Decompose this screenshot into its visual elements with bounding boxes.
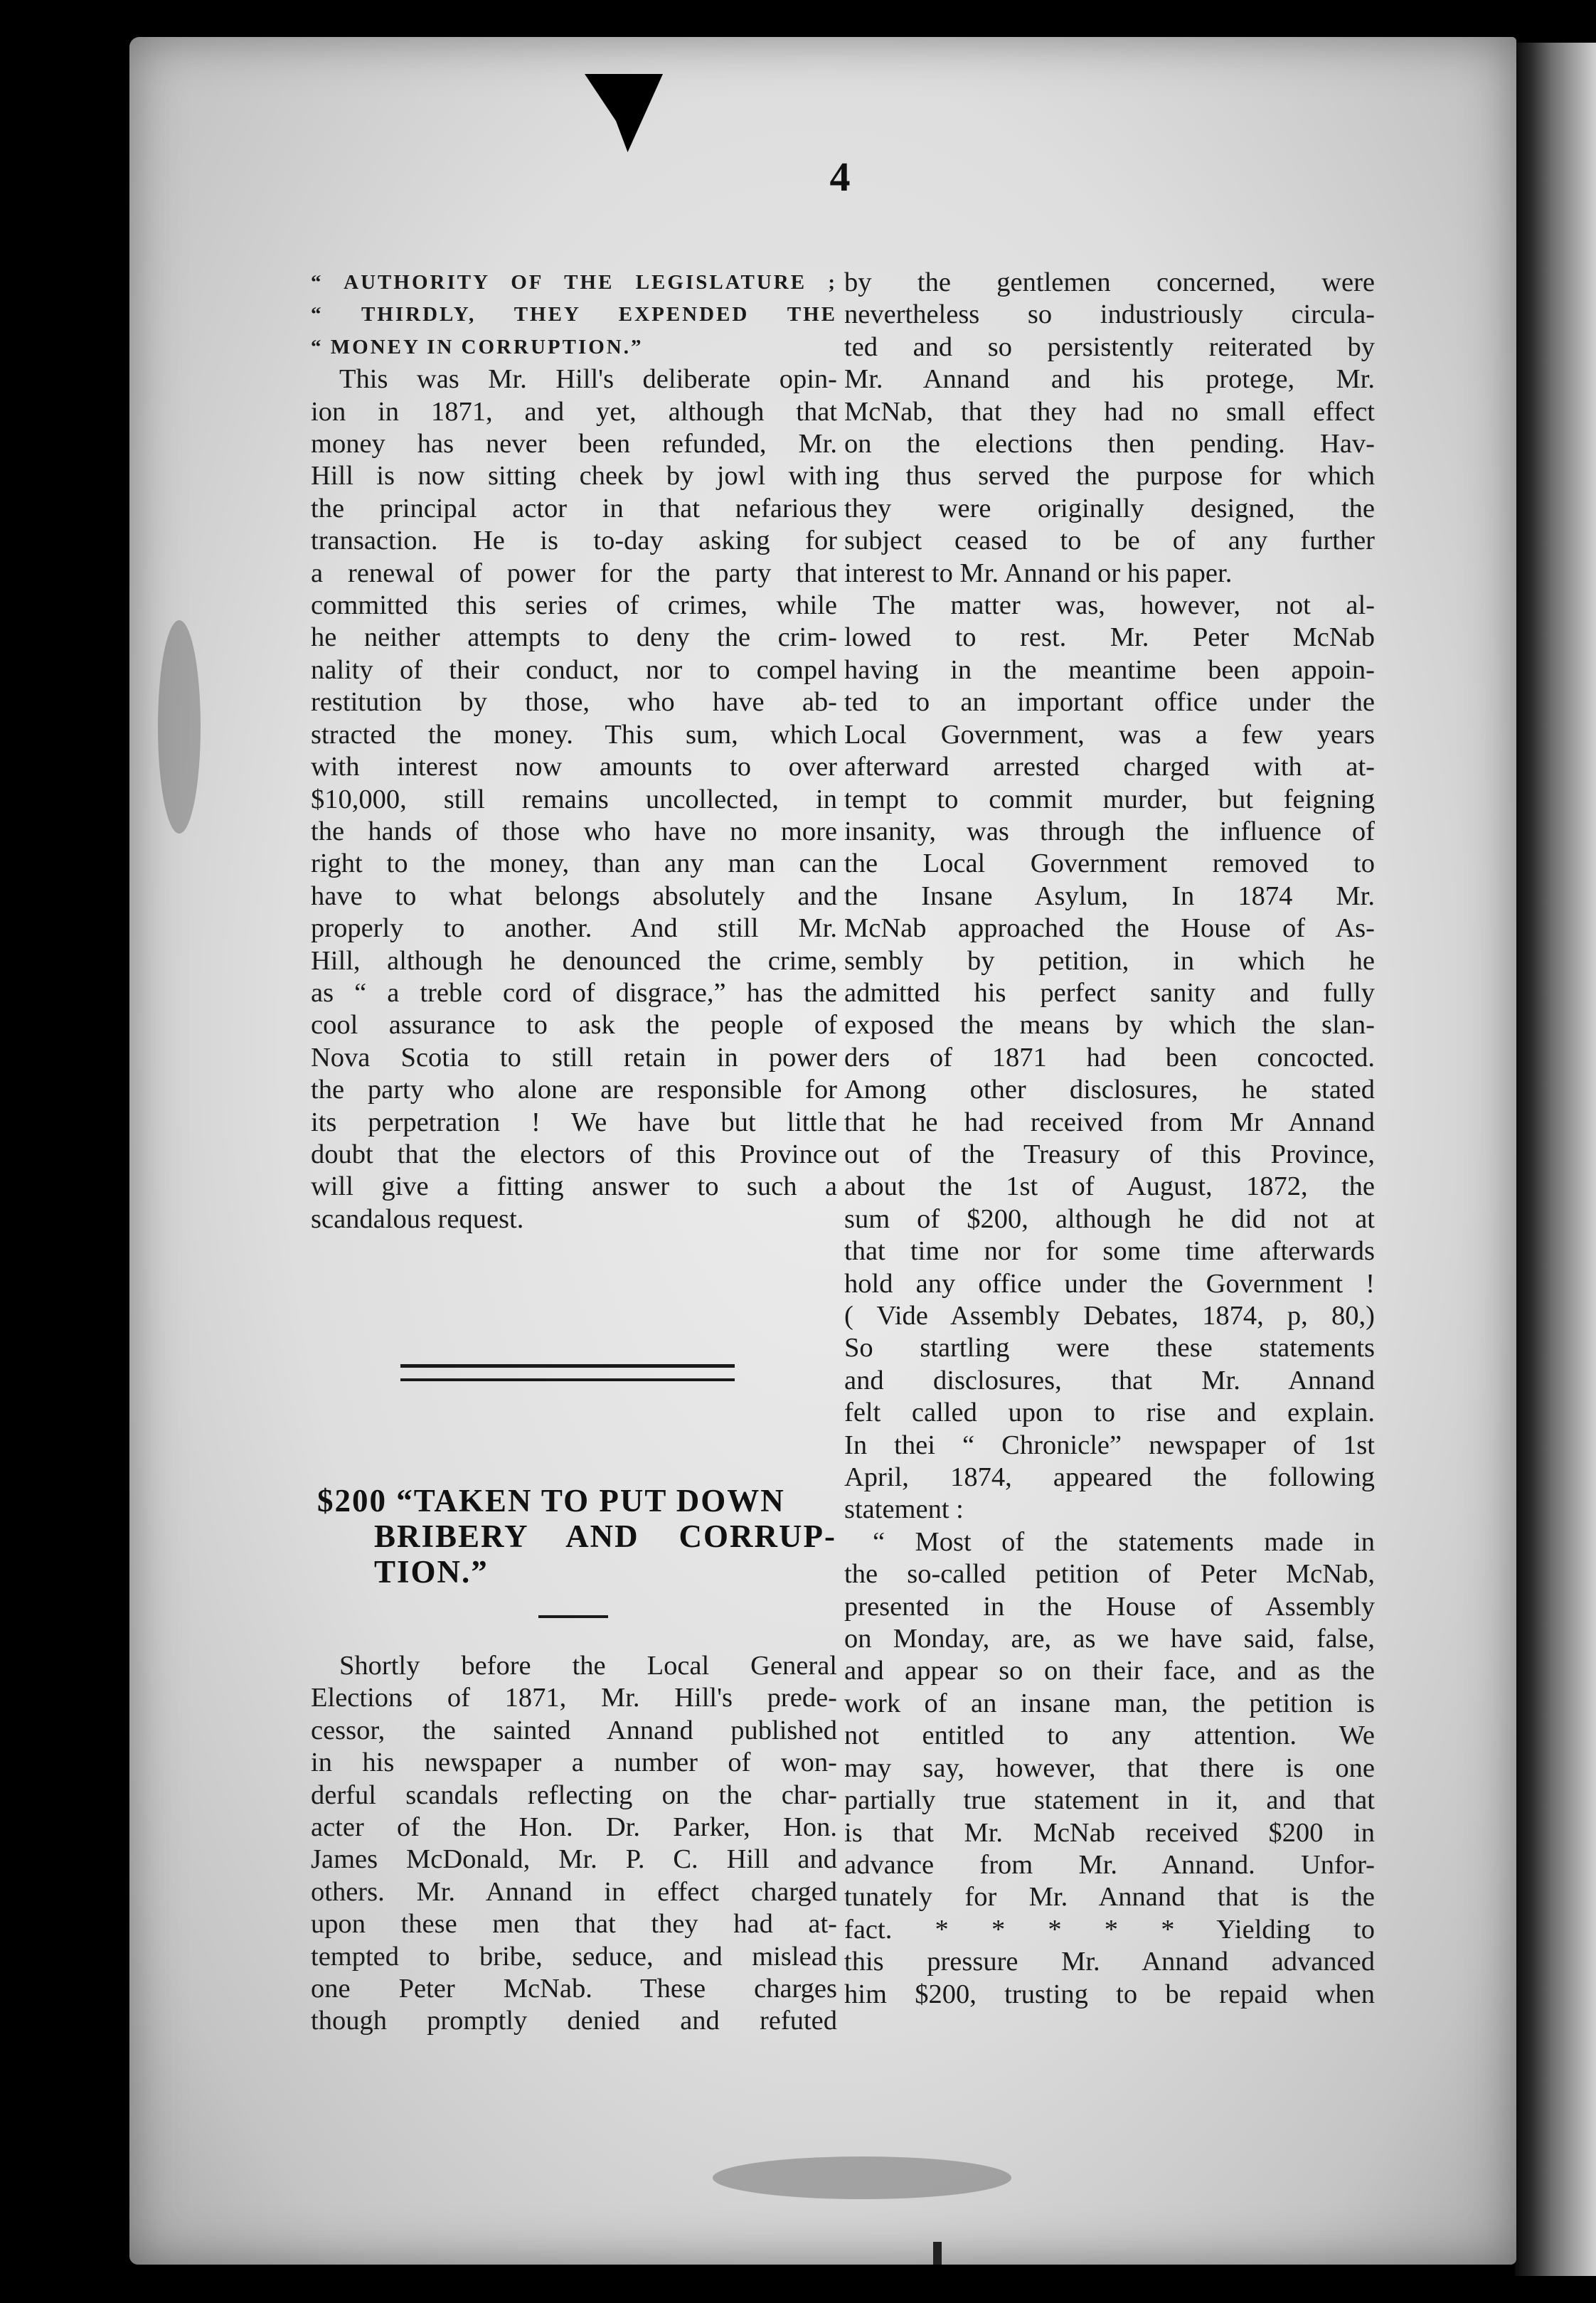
text-line: Nova Scotia to still retain in power [311, 1042, 837, 1073]
text-line: James McDonald, Mr. P. C. Hill and [311, 1844, 837, 1875]
text-line: nality of their conduct, nor to compel [311, 654, 837, 685]
text-line: cool assurance to ask the people of [311, 1010, 837, 1041]
text-line: a renewal of power for the party that [311, 558, 837, 588]
text-line: and disclosures, that Mr. Annand [844, 1365, 1375, 1395]
text-line: Elections of 1871, Mr. Hill's prede- [311, 1683, 837, 1713]
text-line: sum of $200, although he did not at [844, 1203, 1375, 1234]
text-line: stracted the money. This sum, which [311, 719, 837, 750]
text-line: the hands of those who have no more [311, 816, 837, 846]
text-line: This was Mr. Hill's deliberate opin- [339, 364, 837, 395]
text-line: fact. * * * * * Yielding to [844, 1914, 1375, 1945]
page-number: 4 [829, 154, 851, 200]
text-line: afterward arrested charged with at- [844, 752, 1375, 782]
text-line: exposed the means by which the slan- [844, 1010, 1375, 1041]
left-column-top [311, 267, 837, 1235]
text-line: not entitled to any attention. We [844, 1720, 1375, 1751]
text-line: hold any office under the Government ! [844, 1268, 1375, 1299]
page-crease [933, 2242, 942, 2265]
text-line: April, 1874, appeared the following [844, 1462, 1375, 1493]
text-line: Among other disclosures, he stated [844, 1075, 1375, 1105]
right-column [844, 267, 1375, 2011]
text-line: committed this series of crimes, while [311, 590, 837, 621]
text-line: properly to another. And still Mr. [311, 913, 837, 944]
text-line: though promptly denied and refuted [311, 2006, 837, 2036]
text-line: the principal actor in that nefarious [311, 493, 837, 523]
text-line: felt called upon to rise and explain. [844, 1398, 1375, 1428]
text-line: this pressure Mr. Annand advanced [844, 1947, 1375, 1977]
text-line: is that Mr. McNab received $200 in [844, 1817, 1375, 1848]
text-line: “ AUTHORITY OF THE LEGISLATURE ; [311, 271, 837, 294]
text-line: presented in the House of Assembly [844, 1591, 1375, 1622]
text-line: insanity, was through the influence of [844, 816, 1375, 846]
text-line: may say, however, that there is one [844, 1752, 1375, 1783]
heading-line: TION.” [374, 1554, 489, 1590]
text-line: statement : [844, 1494, 964, 1525]
text-line: interest to Mr. Annand or his paper. [844, 558, 1233, 588]
text-line: tempted to bribe, seduce, and mislead [311, 1941, 837, 1972]
heading-line: BRIBERY AND CORRUP- [374, 1519, 836, 1554]
text-line: The matter was, however, not al- [873, 590, 1375, 621]
text-line: ion in 1871, and yet, although that [311, 396, 837, 427]
text-line: tempt to commit murder, but feigning [844, 784, 1375, 814]
text-line: by the gentlemen concerned, were [844, 267, 1375, 297]
text-line: about the 1st of August, 1872, the [844, 1171, 1375, 1202]
text-line: him $200, trusting to be repaid when [844, 1979, 1375, 2009]
page-tear [585, 74, 663, 152]
text-line: Mr. Annand and his protege, Mr. [844, 364, 1375, 395]
text-line: money has never been refunded, Mr. [311, 429, 837, 459]
text-line: ( Vide Assembly Debates, 1874, p, 80,) [844, 1301, 1375, 1331]
adjacent-page-edge [1515, 43, 1596, 2276]
text-line: others. Mr. Annand in effect charged [311, 1876, 837, 1907]
text-line: the Insane Asylum, In 1874 Mr. [844, 881, 1375, 911]
text-line: its perpetration ! We have but little [311, 1107, 837, 1137]
text-line: tunately for Mr. Annand that is the [844, 1882, 1375, 1913]
text-line: out of the Treasury of this Province, [844, 1139, 1375, 1169]
text-line: that he had received from Mr Annand [844, 1107, 1375, 1137]
text-line: ted to an important office under the [844, 687, 1375, 718]
text-line: restitution by those, who have ab- [311, 687, 837, 718]
text-line: right to the money, than any man can [311, 849, 837, 879]
text-line: admitted his perfect sanity and fully [844, 977, 1375, 1008]
short-rule-divider [538, 1615, 608, 1618]
text-line: “ THIRDLY, THEY EXPENDED THE [311, 303, 837, 326]
text-line: So startling were these statements [844, 1333, 1375, 1363]
text-line: that time nor for some time afterwards [844, 1236, 1375, 1267]
text-line: in his newspaper a number of won- [311, 1748, 837, 1778]
text-line: Local Government, was a few years [844, 719, 1375, 750]
text-line: he neither attempts to deny the crim- [311, 622, 837, 653]
text-line: transaction. He is to-day asking for [311, 526, 837, 556]
text-line: Hill, although he denounced the crime, [311, 945, 837, 976]
heading-line: $200 “TAKEN TO PUT DOWN [317, 1483, 785, 1519]
text-line: $10,000, still remains uncollected, in [311, 784, 837, 814]
text-line: the Local Government removed to [844, 849, 1375, 879]
text-line: ders of 1871 had been concocted. [844, 1042, 1375, 1073]
text-line: subject ceased to be of any further [844, 526, 1375, 556]
text-line: on the elections then pending. Hav- [844, 429, 1375, 459]
text-line: Hill is now sitting cheek by jowl with [311, 461, 837, 491]
text-line: Shortly before the Local General [339, 1651, 837, 1681]
text-line: as “ a treble cord of disgrace,” has the [311, 977, 837, 1008]
text-line: McNab approached the House of As- [844, 913, 1375, 944]
text-line: “ MONEY IN CORRUPTION.” [311, 335, 644, 358]
left-column-bottom [311, 1650, 837, 2038]
text-line: partially true statement in it, and that [844, 1785, 1375, 1816]
text-line: work of an insane man, the petition is [844, 1688, 1375, 1718]
text-line: have to what belongs absolutely and [311, 881, 837, 911]
text-line: scandalous request. [311, 1203, 524, 1234]
text-line: one Peter McNab. These charges [311, 1974, 837, 2004]
text-line: sembly by petition, in which he [844, 945, 1375, 976]
text-line: nevertheless so industriously circula- [844, 299, 1375, 330]
text-line: ing thus served the purpose for which [844, 461, 1375, 491]
text-line: ted and so persistently reiterated by [844, 331, 1375, 362]
article-heading [317, 1483, 836, 1590]
paper-stain [158, 620, 201, 834]
paper-stain [713, 2156, 1011, 2199]
text-line: doubt that the electors of this Province [311, 1139, 837, 1169]
text-line: In thei “ Chronicle” newspaper of 1st [844, 1430, 1375, 1460]
double-rule-divider [400, 1364, 735, 1381]
text-line: with interest now amounts to over [311, 752, 837, 782]
text-line: having in the meantime been appoin- [844, 654, 1375, 685]
text-line: cessor, the sainted Annand published [311, 1715, 837, 1745]
text-line: lowed to rest. Mr. Peter McNab [844, 622, 1375, 653]
text-line: McNab, that they had no small effect [844, 396, 1375, 427]
text-line: on Monday, are, as we have said, false, [844, 1624, 1375, 1654]
text-line: they were originally designed, the [844, 493, 1375, 523]
text-line: the party who alone are responsible for [311, 1075, 837, 1105]
text-line: “ Most of the statements made in [873, 1526, 1375, 1557]
text-line: will give a fitting answer to such a [311, 1171, 837, 1202]
text-line: advance from Mr. Annand. Unfor- [844, 1849, 1375, 1880]
text-line: acter of the Hon. Dr. Parker, Hon. [311, 1812, 837, 1843]
text-line: and appear so on their face, and as the [844, 1656, 1375, 1686]
text-line: the so-called petition of Peter McNab, [844, 1559, 1375, 1590]
text-line: upon these men that they had at- [311, 1909, 837, 1940]
text-line: derful scandals reflecting on the char- [311, 1780, 837, 1810]
